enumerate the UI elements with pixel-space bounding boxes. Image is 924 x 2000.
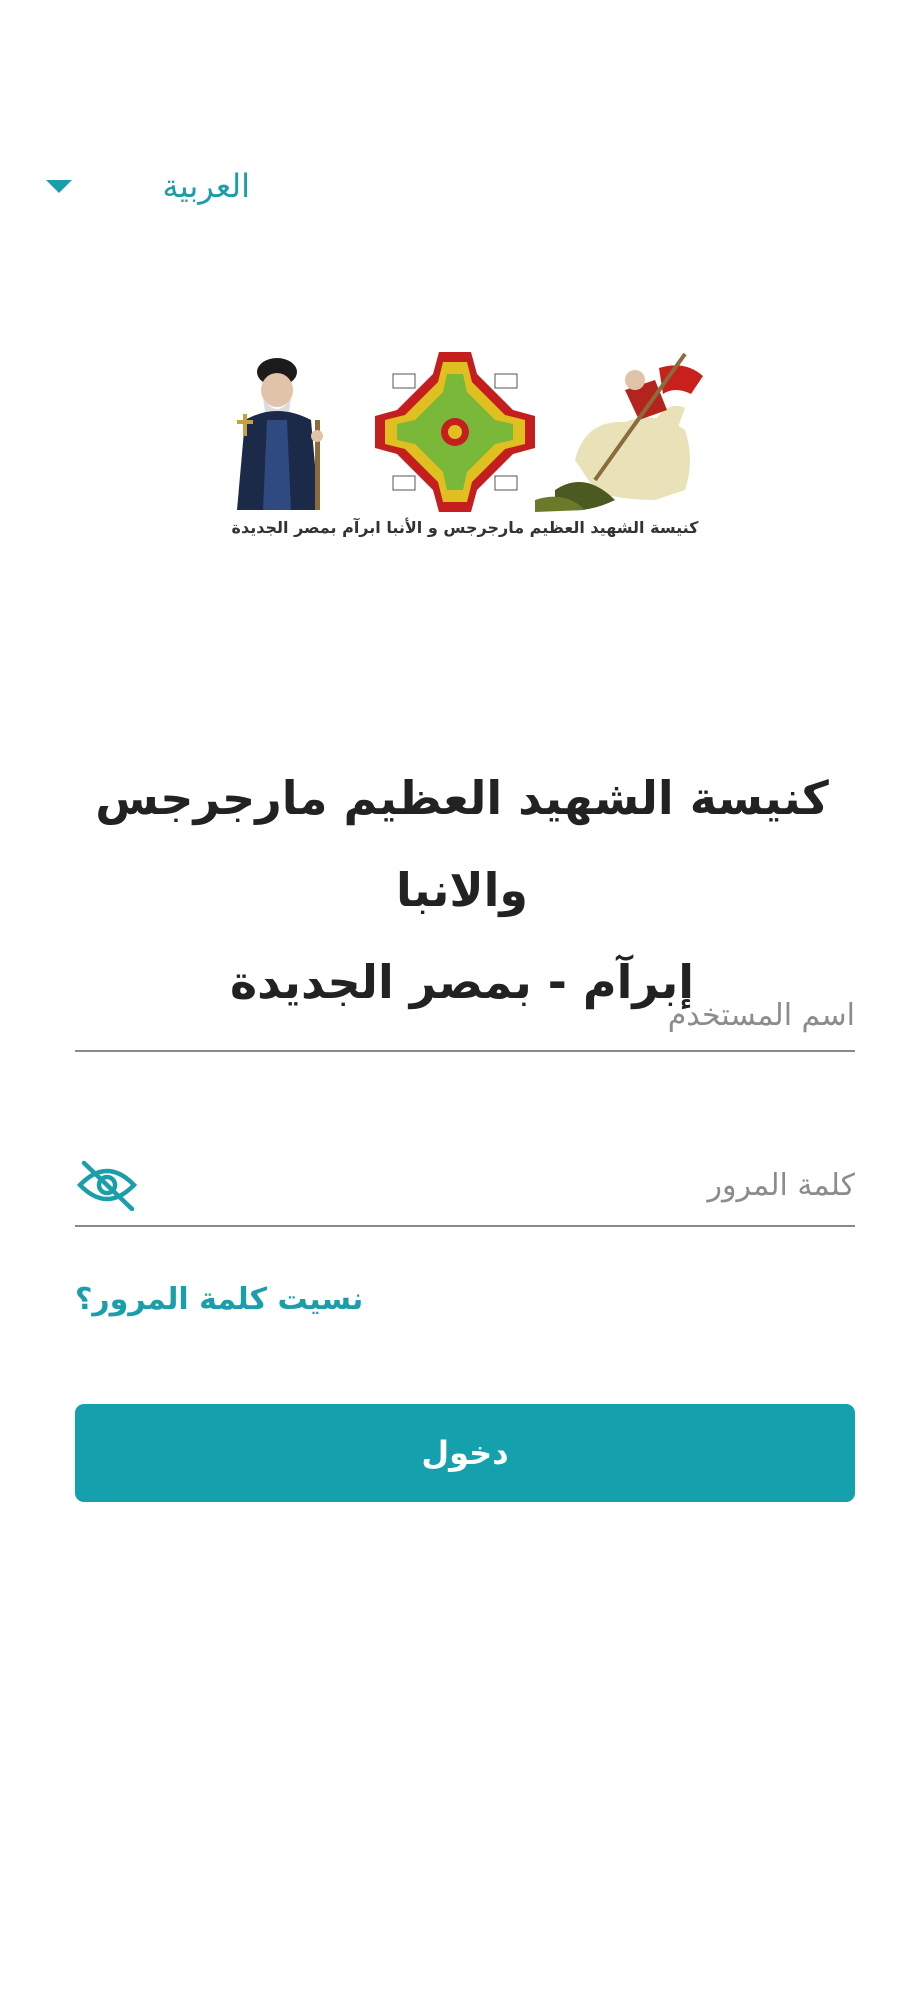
password-input[interactable]	[151, 1155, 855, 1215]
language-label[interactable]: العربية	[162, 167, 250, 205]
saint-figure-icon	[237, 358, 323, 510]
forgot-password-link[interactable]: نسيت كلمة المرور؟	[75, 1282, 364, 1317]
page-title-line-1: كنيسة الشهيد العظيم مارجرجس والانبا	[95, 771, 829, 917]
logo-caption: كنيسة الشهيد العظيم مارجرجس و الأنبا ابرآم بمصر الجديدة	[231, 518, 699, 537]
login-button[interactable]: دخول	[75, 1404, 855, 1502]
page-title-line-2: إبرآم - بمصر الجديدة	[229, 955, 695, 1009]
username-input[interactable]	[75, 985, 855, 1045]
password-field-container	[75, 1145, 855, 1227]
caret-down-icon[interactable]	[46, 180, 72, 193]
church-logo	[215, 350, 715, 560]
saint-george-icon	[535, 354, 703, 512]
coptic-cross-icon	[375, 352, 535, 512]
language-selector[interactable]	[40, 158, 250, 214]
church-logo-graphic	[215, 350, 715, 515]
username-field-container	[75, 980, 855, 1052]
eye-off-icon[interactable]	[75, 1155, 139, 1215]
